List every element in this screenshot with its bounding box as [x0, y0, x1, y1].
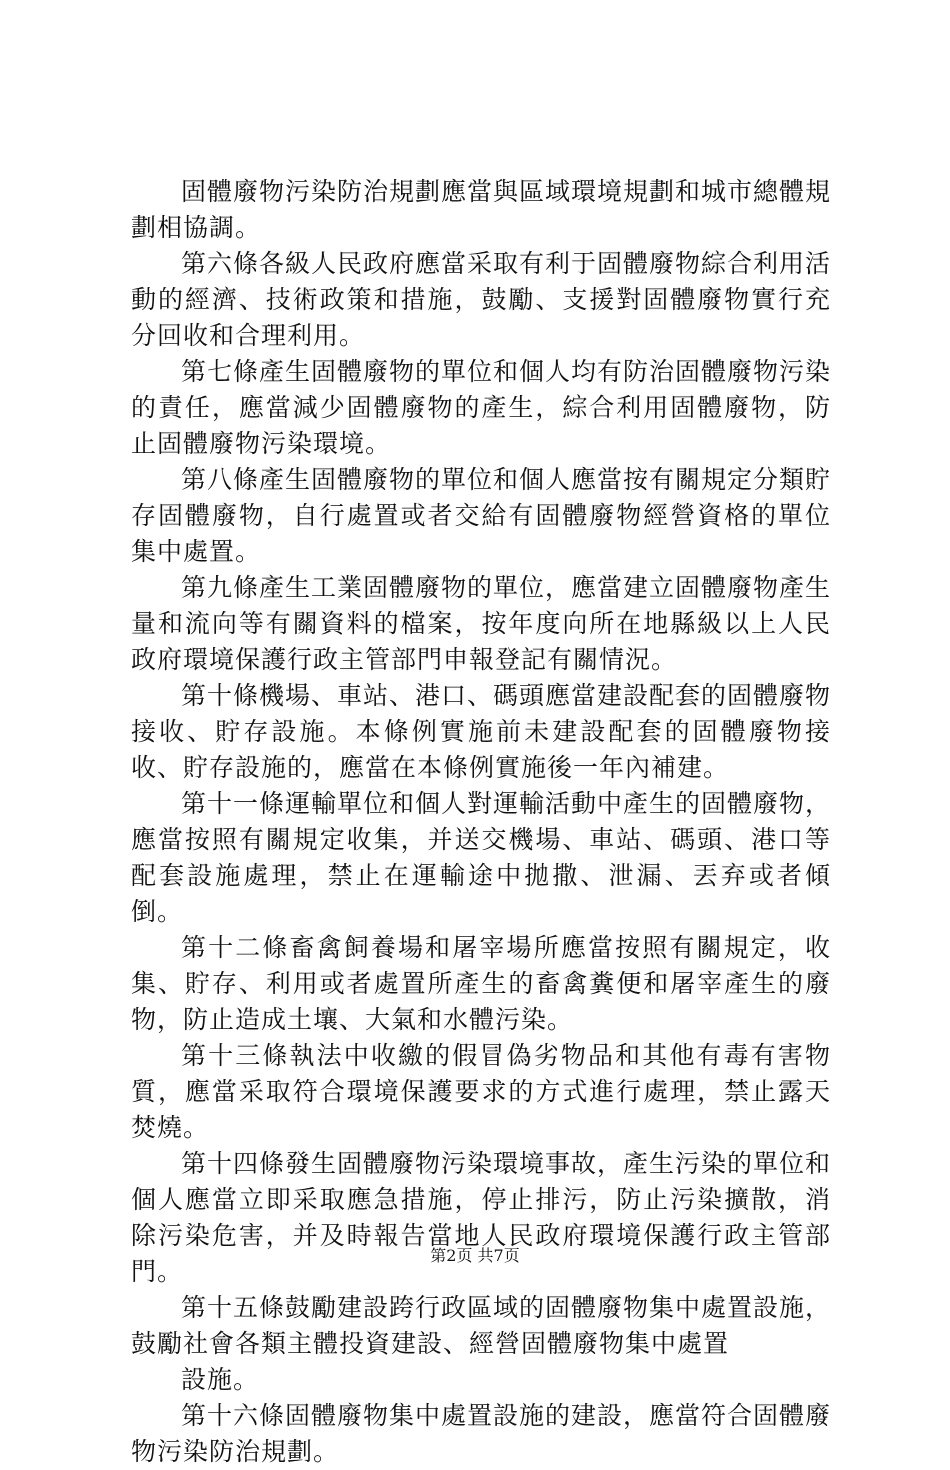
- document-body: [131, 174, 831, 1470]
- page-footer: [0, 1246, 950, 1266]
- paragraph: 第六條各級人民政府應當采取有利于固體廢物綜合利用活動的經濟、技術政策和措施，鼓勵、支援對固體廢物實行充分回收和合理利用。: [131, 249, 832, 350]
- page-number-label: 第2页 共7页: [430, 1246, 520, 1265]
- paragraph: 固體廢物污染防治規劃應當與區域環境規劃和城市總體規劃相協調。: [131, 177, 832, 242]
- paragraph: 第十三條執法中收繳的假冒偽劣物品和其他有毒有害物質，應當采取符合環境保護要求的方式進行處理，禁止露天焚燒。: [131, 1041, 831, 1142]
- paragraph: 第七條產生固體廢物的單位和個人均有防治固體廢物污染的責任，應當減少固體廢物的產生，綜合利用固體廢物，防止固體廢物污染環境。: [131, 357, 832, 458]
- paragraph: 第十五條鼓勵建設跨行政區域的固體廢物集中處置設施，鼓勵社會各類主體投資建設、經營固體廢物集中處置: [131, 1293, 832, 1358]
- paragraph: 第十六條固體廢物集中處置設施的建設，應當符合固體廢物污染防治規劃。: [131, 1401, 832, 1466]
- paragraph: 第十二條畜禽飼養場和屠宰場所應當按照有關規定，收集、貯存、利用或者處置所產生的畜禽糞便和屠宰產生的廢物，防止造成土壤、大氣和水體污染。: [131, 933, 831, 1034]
- paragraph: 第十條機場、車站、港口、碼頭應當建設配套的固體廢物接收、貯存設施。本條例實施前未建設配套的固體廢物接收、貯存設施的，應當在本條例實施後一年內補建。: [131, 681, 832, 782]
- paragraph: 第八條產生固體廢物的單位和個人應當按有關規定分類貯存固體廢物，自行處置或者交給有固體廢物經營資格的單位集中處置。: [131, 465, 832, 566]
- paragraph-continuation: 設施。: [181, 1365, 260, 1394]
- paragraph: 第十一條運輸單位和個人對運輸活動中產生的固體廢物，應當按照有關規定收集，并送交機場、車站、碼頭、港口等配套設施處理，禁止在運輸途中拋撒、泄漏、丟弃或者傾倒。: [131, 789, 832, 926]
- paragraph: 第九條產生工業固體廢物的單位，應當建立固體廢物產生量和流向等有關資料的檔案，按年度向所在地縣級以上人民政府環境保護行政主管部門申報登記有關情況。: [131, 573, 832, 674]
- paragraph: 第十四條發生固體廢物污染環境事故，產生污染的單位和個人應當立即采取應急措施，停止排污，防止污染擴散，消除污染危害，并及時報告當地人民政府環境保護行政主管部門。: [131, 1149, 832, 1286]
